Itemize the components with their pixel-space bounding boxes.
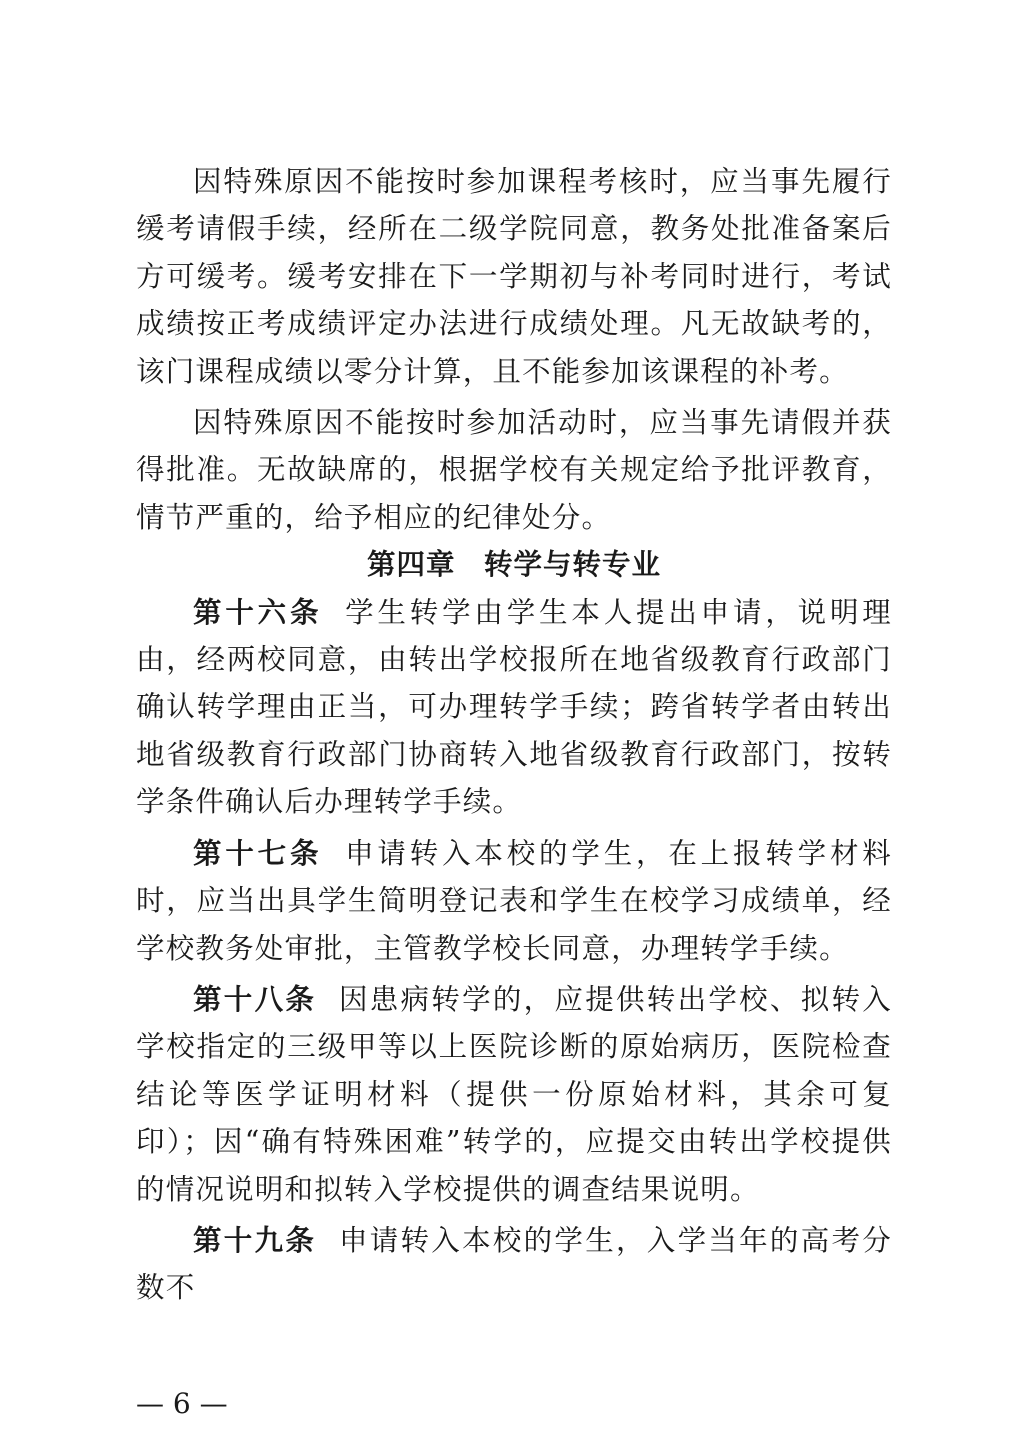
- article-number: 第十九条: [193, 1223, 317, 1257]
- article-text: 申请转入本校的学生，在上报转学材料时，应当出具学生简明登记表和学生在校学习成绩单，经学校教务处审批，主管教学校长同意，办理转学手续。: [136, 836, 892, 965]
- document-body: [136, 158, 892, 1312]
- article-number: 第十七条: [193, 836, 323, 870]
- page-number: — 6 —: [136, 1387, 228, 1420]
- article-text: 学生转学由学生本人提出申请，说明理由，经两校同意，由转出学校报所在地省级教育行政部门确认转学理由正当，可办理转学手续；跨省转学者由转出地省级教育行政部门协商转入地省级教育行政部门，按转学条件确认后办理转学手续。: [136, 595, 892, 819]
- article-text: 因患病转学的，应提供转出学校、拟转入学校指定的三级甲等以上医院诊断的原始病历，医院检查结论等医学证明材料（提供一份原始材料，其余可复印）；因“确有特殊困难”转学的，应提交由转出学校提供的情况说明和拟转入学校提供的调查结果说明。: [136, 982, 892, 1206]
- paragraph-deferred-exam: 因特殊原因不能按时参加课程考核时，应当事先履行缓考请假手续，经所在二级学院同意，教务处批准备案后方可缓考。缓考安排在下一学期初与补考同时进行，考试成绩按正考成绩评定办法进行成绩处理。凡无故缺考的，该门课程成绩以零分计算，且不能参加该课程的补考。: [136, 165, 892, 388]
- chapter-number: 第四章: [366, 548, 456, 582]
- article-16: [136, 589, 892, 826]
- chapter-title: 转学与转专业: [484, 548, 662, 582]
- article-number: 第十八条: [193, 982, 317, 1016]
- article-17: [136, 830, 892, 972]
- chapter-heading: [136, 541, 892, 588]
- paragraph-activity-absence: 因特殊原因不能按时参加活动时，应当事先请假并获得批准。无故缺席的，根据学校有关规定给予批评教育，情节严重的，给予相应的纪律处分。: [136, 406, 892, 534]
- article-18: [136, 976, 892, 1213]
- article-number: 第十六条: [193, 595, 323, 629]
- article-text: 申请转入本校的学生，入学当年的高考分数不: [136, 1223, 892, 1305]
- article-19: [136, 1217, 892, 1312]
